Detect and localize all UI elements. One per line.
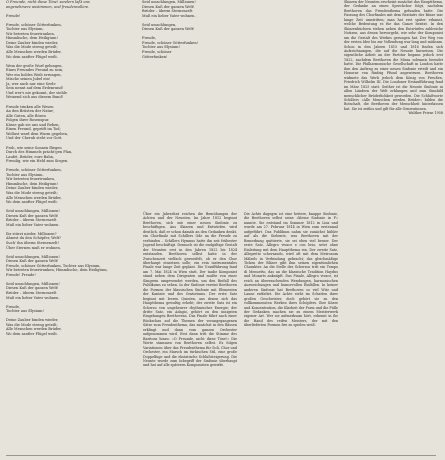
lyric-line: O Freunde, nicht diese Töne! sondern laßt uns (6, 0, 90, 4)
lyric-line: Wir betreten feuertrunken, (6, 31, 55, 36)
lyric-line: Muß ein lieber Vater wohnen. (142, 13, 196, 18)
lyric-line: Wo dein sanfter Flügel weilt. (6, 200, 58, 205)
bottom-rule (6, 455, 436, 456)
lyric-line: Seid umschlungen, (142, 22, 177, 27)
lyric-line: Brüder – überm Sternenzelt (6, 291, 57, 295)
lyric-line: Alle Menschen werden Brüder, (6, 195, 62, 200)
lyric-line: Eines Freundes Freund zu sein, (6, 68, 64, 73)
lyric-line: Deine Zauber binden wieder, (6, 186, 59, 191)
lyric-line: Durch des Himmels prächt'gen Plan, (6, 150, 73, 155)
lyric-line: Ahnest du den Schöpfer, Welt? (6, 236, 62, 241)
lyric-line: Seid umschlungen, Millionen! (6, 254, 60, 259)
lyric-line: Himmlische, dein Heiligtum! (6, 181, 58, 186)
lyric-line: Brüder – überm Sternenzelt (6, 218, 57, 223)
essay-paragraph-2: Die Achte dagegen ist eine heitere, knappe Sinfonie, die Beethoven selbst seine »kleine Sinfonie in F« nannte. Sie entstand im Sommer 1812 in Linz und wurde am 27. Februar 1814 in Wien zum erstenmal aufgeführt. Das Publikum nahm sie zunächst kühler auf als die Siebente, was Beethoven mit der Bemerkung quittierte, sie sei eben viel besser. Der erste Satz, Allegro vivace e con brio, setzt ohne Einleitung mit dem Hauptthema ein. Der zweite Satz, Allegretto scherzando, wird oft mit dem Metronom Mälzels in Verbindung gebracht; das gleichmäßige Ticken der Bläser gibt ihm seinen eigentümlichen Charakter. An die Stelle des Scherzos tritt ein Tempo di Menuetto, das an die klassische Tradition Haydns und Mozarts anknüpft. Das Finale, Allegro vivace, ist reich an überraschenden Wendungen, harmonischen Ausweichungen und humorvollen Einfällen. In keiner anderen Sinfonie hat Beethoven so viel Witz und Laune entfaltet. Die Achte steht im Schatten ihrer großen Geschwister, doch gehört sie zu den vollkommensten Werken ihres Schöpfers. Ihre Kürze und Konzentration, die Klarheit der Form und die Fülle der Gedanken machen sie zu einem Meisterwerk eigener Art. Wer sie aufmerksam hört, erkennt in ihr die Hand des reifen Meisters, der mit den überlieferten Formen frei zu spielen weiß. (244, 212, 338, 328)
lyric-line: Wir betreten feuertrunken, (6, 177, 55, 182)
lyric-line: Freudig, wie ein Held zum Siegen. (6, 159, 69, 164)
lyric-line: Was die Mode streng geteilt; (6, 45, 58, 50)
essay-paragraph-1: Über ein Jahrzehnt reichen die Bemühungen der Achten und der Neunten. Im Jahre 1812 beginnt Beethoven, sich mit einer neuen Sinfonie zu beschäftigen. Aus Skizzen und Entwürfen wird deutlich, daß er schon damals an den Gedanken denkt, ein Chorfinale mit Schillers Ode an die Freude zu verbinden – Schillers Hymnus hatte ihn seit frühester Jugend beschäftigt. Dennoch ist die endgültige Gestalt der Neunten erst in den Jahren 1822 bis 1824 entstanden. Beethoven selbst hatte in der Zwischenzeit vielfach gezweifelt, ob er den Chor überhaupt einsetzen solle; ein rein instrumentales Finale war lange Zeit geplant. Die Uraufführung fand am 7. Mai 1824 in Wien statt. Der taube Komponist stand neben dem Dirigenten und mußte von einer Sängerin umgewendet werden, um den Beifall des Publikums zu sehen. In der Sinfonie vereint Beethoven die Formen der klassischen Sinfonie mit Elementen der Kantate und des Oratoriums. Der erste Satz beginnt mit leeren Quinten, aus denen sich das Hauptthema gewaltig erhebt; der zweite Satz ist ein Scherzo von ungeheurer rhythmischer Energie; der dritte Satz, ein Adagio, gehört zu den innigsten Eingebungen Beethovens. Das Finale führt nach einer Rückschau auf die Themen der vorangegangenen Sätze zum Freudenthema, das zunächst in den Bässen erklingt und dann vom ganzen Orchester aufgenommen wird. Erst dann tritt die Stimme des Baritons hinzu: »O Freunde, nicht diese Töne!« Die Worte stammen von Beethoven selbst. Es folgen Variationen über das Freudenthema für Soli, Chor und Orchester, ein Marsch im türkischen Stil, eine große Doppelfuge und die ekstatische Schlußsteigerung. Die Neunte wurde zum Inbegriff der Sinfonie überhaupt und hat auf alle späteren Komponisten gewirkt. (143, 212, 237, 368)
lyric-line: Wir betreten feuertrunken, Himmlische, dein Heiligtum, (6, 268, 108, 273)
essay-paragraph-3: Skizzen der Neunten erscheint zunächst das Hauptthema, der Gedanke an einen Sprechchor folgt, nachdem Beethoven das Freudenthema gefunden hatte. Die Fassung des Chorfinales mit dem Rezitativ der Bässe war lange Zeit umstritten; man hat erst später erkannt, welche Bedeutung es für das Ganze besitzt. In den Skizzenbüchern stehen neben den Entwürfen zahlreiche Notizen, aus denen hervorgeht, wie sehr der Komponist um die Gestalt des Werkes gerungen hat. Der Weg von der ersten Idee bis zur Vollendung war lang und mühsam. Schon in den Jahren 1815 und 1816 finden sich Aufzeichnungen, die auf die Neunte hinweisen. Die eigentliche Arbeit an der Partitur begann jedoch erst 1822, nachdem Beethoven die Missa solemnis beendet hatte. Die Philharmonische Gesellschaft in London hatte ihm den Auftrag zu einer neuen Sinfonie erteilt und ein Honorar von fünfzig Pfund angewiesen. Beethoven widmete das Werk jedoch dem König von Preußen, Friedrich Wilhelm III. Die Londoner Erstaufführung fand im März 1825 statt. Seither ist die Neunte Sinfonie in allen Ländern der Welt erklungen und zum Sinnbild menschlicher Brüderlichkeit geworden. Die Schlußworte Schillers »Alle Menschen werden Brüder« bilden die Botschaft, die Beethoven der Menschheit hinterlassen hat. Sie ist zeitlos und gilt für alle Generationen. (344, 0, 443, 111)
lyrics-column-left (6, 0, 124, 336)
lyric-line: Brüder – überm Sternenzelt (142, 9, 193, 14)
lyric-line: Wer ein holdes Weib errungen, (6, 72, 62, 77)
lyric-line: Diesen Kuß der ganzen Welt! (142, 27, 195, 32)
lyric-line: Seid umschlungen, Millionen! (6, 209, 60, 214)
lyric-line: Was die Mode streng geteilt; (6, 190, 58, 195)
essay-column-2 (244, 212, 338, 328)
lyric-line: Wollust ward dem Wurm gegeben, (6, 131, 69, 136)
lyric-line: Seid umschlungen, Millionen! (6, 281, 60, 286)
lyric-line: Freude, schöner Götterfunken, (6, 22, 62, 27)
lyric-line: Freude! (6, 13, 21, 18)
lyric-line: Ihr stürzt nieder, Millionen? (6, 231, 57, 236)
lyric-line: Wo dein sanfter Flügel weilt. (6, 331, 58, 336)
lyric-line: Weinend sich aus diesem Bund! (6, 95, 64, 100)
lyric-line: Freude, (142, 36, 157, 41)
lyric-line: Tochter aus Elysium! (142, 45, 180, 50)
lyric-line: Mische seinen Jubel ein! (6, 77, 51, 82)
lyric-line: Deine Zauber binden wieder, (6, 318, 59, 323)
lyric-line: Freude, schöner Götterfunken, (6, 168, 62, 173)
lyric-line: angenehmere anstimmen, und freudenvollere. (6, 4, 90, 9)
lyric-line: Seid umschlungen, Millionen! (142, 0, 196, 4)
lyric-line: Laufet, Brüder, eure Bahn, (6, 154, 55, 159)
lyric-line: Tochter aus Elysium! (6, 309, 44, 314)
lyric-line: Sein nennt auf dem Erdenrund! (6, 86, 64, 91)
lyric-line: Alle Menschen werden Brüder, (6, 50, 62, 55)
lyric-line: Freude trinken alle Wesen (6, 104, 54, 109)
lyric-line: Froh, wie seine Sonnen fliegen (6, 145, 62, 150)
lyrics-column-right (142, 0, 264, 59)
lyric-line: Was die Mode streng geteilt; (6, 322, 58, 327)
lyric-line: Alle Menschen werden Brüder, (6, 327, 62, 332)
lyric-line: Ja, wer auch nur eine Seele (6, 81, 56, 86)
author-signature: Walther Friese 1958 (408, 111, 443, 116)
lyric-line: Such' ihn überm Sternenzelt! (6, 240, 60, 245)
lyric-line: Wem der große Wurf gelungen, (6, 63, 63, 68)
lyric-line: Muß ein lieber Vater wohnen. (6, 295, 60, 300)
lyric-line: Freude, schöner Götterfunken! (142, 40, 199, 45)
lyric-line: Über Sternen muß er wohnen. (6, 245, 61, 250)
lyric-line: Tochter aus Elysium, (6, 27, 44, 32)
lyric-line: Und wer's nie gekonnt, der stehle (6, 90, 68, 95)
lyric-line: An den Brüsten der Natur; (6, 109, 55, 114)
lyric-line: Einen Freund, geprüft im Tod; (6, 127, 61, 132)
lyric-line: Folgen ihrer Rosenspur. (6, 118, 50, 123)
lyric-line: Freude, schöner (142, 50, 172, 55)
lyric-line: Freude, (6, 304, 21, 309)
lyric-line: Wo dein sanfter Flügel weilt. (6, 54, 58, 59)
lyric-line: Und der Cherub steht vor Gott. (6, 136, 63, 141)
lyric-line: Diesen Kuß der ganzen Welt! (6, 259, 59, 264)
lyric-line: Tochter aus Elysium, (6, 172, 44, 177)
lyric-line: Diesen Kuß der ganzen Welt! (142, 4, 195, 9)
lyric-line: Götterfunken! (142, 54, 168, 59)
lyric-line: Diesen Kuß der ganzen Welt! (6, 213, 59, 218)
lyric-line: Freude, schöner Götterfunken, Tochter aus Elysium, (6, 263, 101, 268)
lyric-line: Deine Zauber binden wieder, (6, 40, 59, 45)
essay-column-1 (143, 212, 237, 368)
lyric-line: Freude! Freude! (6, 272, 36, 277)
lyric-line: Küsse gab sie uns und Reben, (6, 122, 60, 127)
lyric-line: Diesen Kuß der ganzen Welt! (6, 286, 59, 291)
lyric-line: Himmlische, dein Heiligtum! (6, 36, 58, 41)
essay-column-3 (344, 0, 443, 116)
lyric-line: Muß ein lieber Vater wohnen. (6, 222, 60, 227)
lyric-line: Alle Guten, alle Bösen (6, 113, 46, 118)
